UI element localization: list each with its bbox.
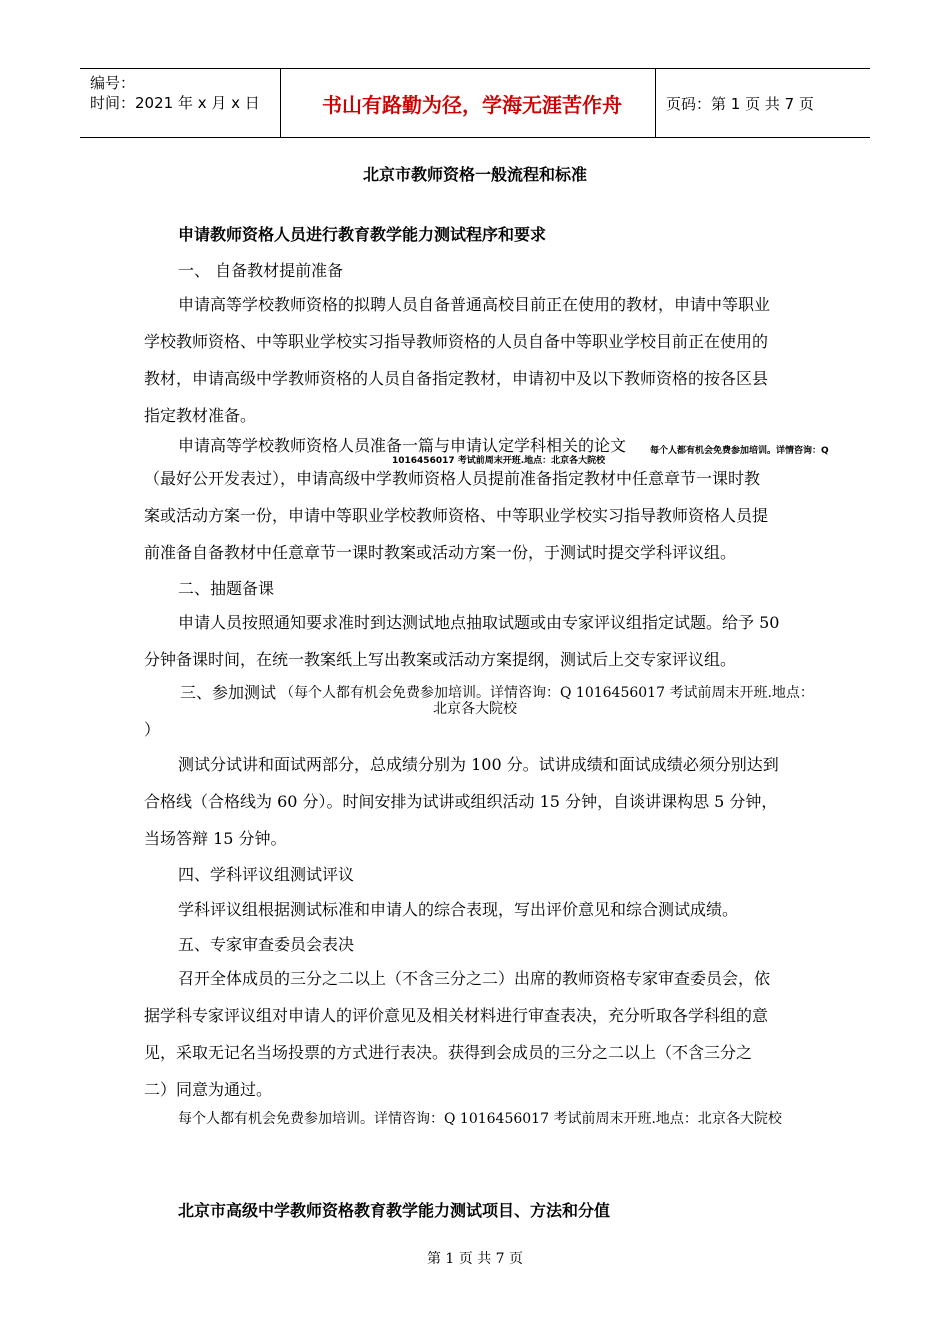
header-meta: [90, 73, 260, 113]
header-table: [80, 68, 870, 138]
paragraph-line: 前准备自备教材中任意章节一课时教案或活动方案一份，于测试时提交学科评议组。: [144, 543, 737, 562]
inline-note: （每个人都有机会免费参加培训。详情咨询：Q 1016456017 考试前周末开班.地点：: [280, 685, 814, 701]
paragraph-line: 召开全体成员的三分之二以上（不含三分之二）出席的教师资格专家审查委员会，依: [178, 969, 771, 988]
promo-note: 每个人都有机会免费参加培训。详情咨询：Q 1016456017 考试前周末开班.地点：北京各大院校: [178, 1111, 782, 1127]
header-page-info: 页码：第 1 页 共 7 页: [666, 95, 814, 113]
section-heading-3: 三、参加测试: [180, 683, 277, 702]
date-label: 时间：2021 年 x 月 x 日: [90, 94, 260, 112]
section-title: 申请教师资格人员进行教育教学能力测试程序和要求: [178, 225, 547, 244]
section-heading-5: 五、专家审查委员会表决: [178, 935, 355, 954]
paragraph-line: 学校教师资格、中等职业学校实习指导教师资格的人员自备中等职业学校目前正在使用的: [144, 332, 769, 351]
header-divider: [280, 69, 281, 137]
paragraph-line: 分钟备课时间，在统一教案纸上写出教案或活动方案提纲，测试后上交专家评议组。: [144, 650, 737, 669]
bottom-heading: 北京市高级中学教师资格教育教学能力测试项目、方法和分值: [178, 1201, 611, 1220]
inline-note: 每个人都有机会免费参加培训。详情咨询：Q: [650, 446, 829, 456]
header-motto: 书山有路勤为径，学海无涯苦作舟: [322, 93, 622, 117]
document-title: 北京市教师资格一般流程和标准: [362, 165, 587, 184]
section-heading-4: 四、学科评议组测试评议: [178, 865, 355, 884]
paragraph-line: 教材，申请高级中学教师资格的人员自备指定教材，申请初中及以下教师资格的按各区县: [144, 369, 769, 388]
section-heading-2: 二、抽题备课: [178, 579, 275, 598]
paragraph-line: （最好公开发表过），申请高级中学教师资格人员提前准备指定教材中任意章节一课时教: [144, 469, 761, 488]
paragraph-line: 申请高等学校教师资格的拟聘人员自备普通高校目前正在使用的教材，申请中等职业: [178, 295, 771, 314]
paragraph-line: 案或活动方案一份，申请中等职业学校教师资格、中等职业学校实习指导教师资格人员提: [144, 506, 769, 525]
paragraph-line: 合格线（合格线为 60 分）。时间安排为试讲或组织活动 15 分钟，自谈讲课构思 5 分钟，: [144, 792, 778, 811]
inline-note: 北京各大院校: [433, 701, 517, 717]
paragraph-line: 当场答辩 15 分钟。: [144, 829, 287, 848]
paragraph-line: 测试分试讲和面试两部分，总成绩分别为 100 分。试讲成绩和面试成绩必须分别达到: [178, 755, 779, 774]
paragraph-line: 学科评议组根据测试标准和申请人的综合表现，写出评价意见和综合测试成绩。: [178, 900, 739, 919]
paren-close: ）: [144, 720, 161, 739]
paragraph-line: 指定教材准备。: [144, 406, 257, 425]
number-label: 编号：: [90, 74, 136, 92]
paragraph-line: 见，采取无记名当场投票的方式进行表决。获得到会成员的三分之二以上（不含三分之: [144, 1043, 753, 1062]
paragraph-line: 据学科专家评议组对申请人的评价意见及相关材料进行审查表决，充分听取各学科组的意: [144, 1006, 769, 1025]
paragraph-line: 申请人员按照通知要求准时到达测试地点抽取试题或由专家评议组指定试题。给予 50: [178, 613, 780, 632]
section-heading-1: 一、 自备教材提前准备: [178, 261, 344, 280]
paragraph-line: 申请高等学校教师资格人员准备一篇与申请认定学科相关的论文: [178, 436, 627, 455]
inline-note: 1016456017 考试前周末开班.地点：北京各大院校: [392, 456, 606, 466]
paragraph-line: 二）同意为通过。: [144, 1080, 273, 1099]
page-footer: 第 1 页 共 7 页: [426, 1251, 524, 1267]
